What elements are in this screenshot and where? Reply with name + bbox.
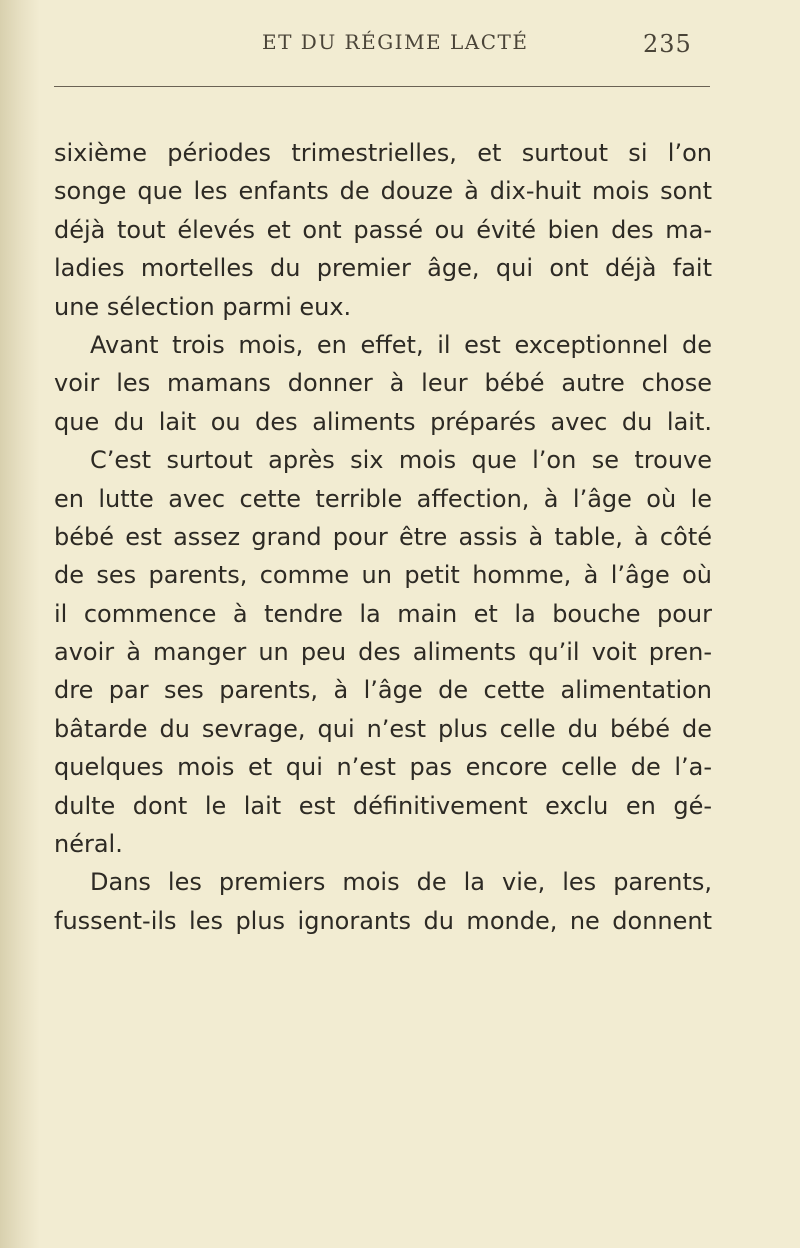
text-line: en lutte avec cette terrible affection, à l’âge où le [54,484,712,513]
text-line: que du lait ou des aliments préparés avec du lait. [54,407,712,436]
text-line: dulte dont le lait est définitivement exclu en gé- [54,791,712,820]
running-head: ET DU RÉGIME LACTÉ [262,30,529,54]
header-rule [54,86,710,87]
text-line: de ses parents, comme un petit homme, à l’âge où [54,561,712,590]
text-line: Avant trois mois, en effet, il est exceptionnel de [90,330,712,359]
page-number: 235 [643,30,692,58]
text-line: néral. [54,830,123,859]
text-line: songe que les enfants de douze à dix-huit mois sont [54,177,712,206]
text-line: bâtarde du sevrage, qui n’est plus celle du bébé de [54,714,712,743]
text-line: bébé est assez grand pour être assis à table, à côté [54,522,712,551]
text-line: quelques mois et qui n’est pas encore celle de l’a- [54,753,712,782]
text-line: voir les mamans donner à leur bébé autre chose [54,369,712,398]
text-line: une sélection parmi eux. [54,292,352,321]
text-line: Dans les premiers mois de la vie, les parents, [90,868,712,897]
page-header [0,30,800,66]
text-line: fussent-ils les plus ignorants du monde, ne donnent [54,906,712,935]
text-line: dre par ses parents, à l’âge de cette alimentation [54,676,712,705]
text-line: ladies mortelles du premier âge, qui ont déjà fait [54,254,712,283]
text-line: sixième périodes trimestrielles, et surtout si l’on [54,139,712,167]
text-line: déjà tout élevés et ont passé ou évité bien des ma- [54,215,712,244]
text-line: C’est surtout après six mois que l’on se trouve [90,446,712,475]
body-text [54,134,712,940]
text-line: il commence à tendre la main et la bouche pour [54,599,712,628]
text-line: avoir à manger un peu des aliments qu’il voit pren- [54,638,712,667]
